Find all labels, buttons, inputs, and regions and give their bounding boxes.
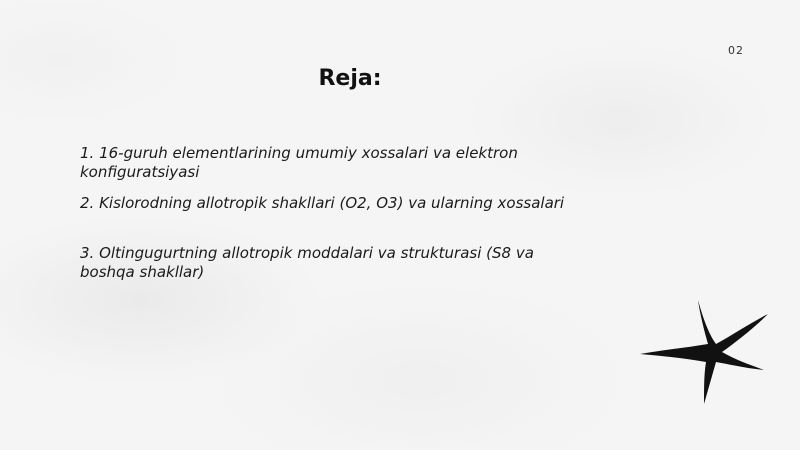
agenda-item: 1. 16-guruh elementlarining umumiy xossalari va elektron konfiguratsiyasi [80,144,518,181]
slide-title: Reja: [318,66,382,91]
agenda-item: 2. Kislorodning allotropik shakllari (O2, O3) va ularning xossalari [80,194,565,212]
page-number: 02 [728,44,744,57]
four-point-star-icon [636,292,776,410]
agenda-item: 3. Oltingugurtning allotropik moddalari va strukturasi (S8 va boshqa shakllar) [80,244,534,281]
